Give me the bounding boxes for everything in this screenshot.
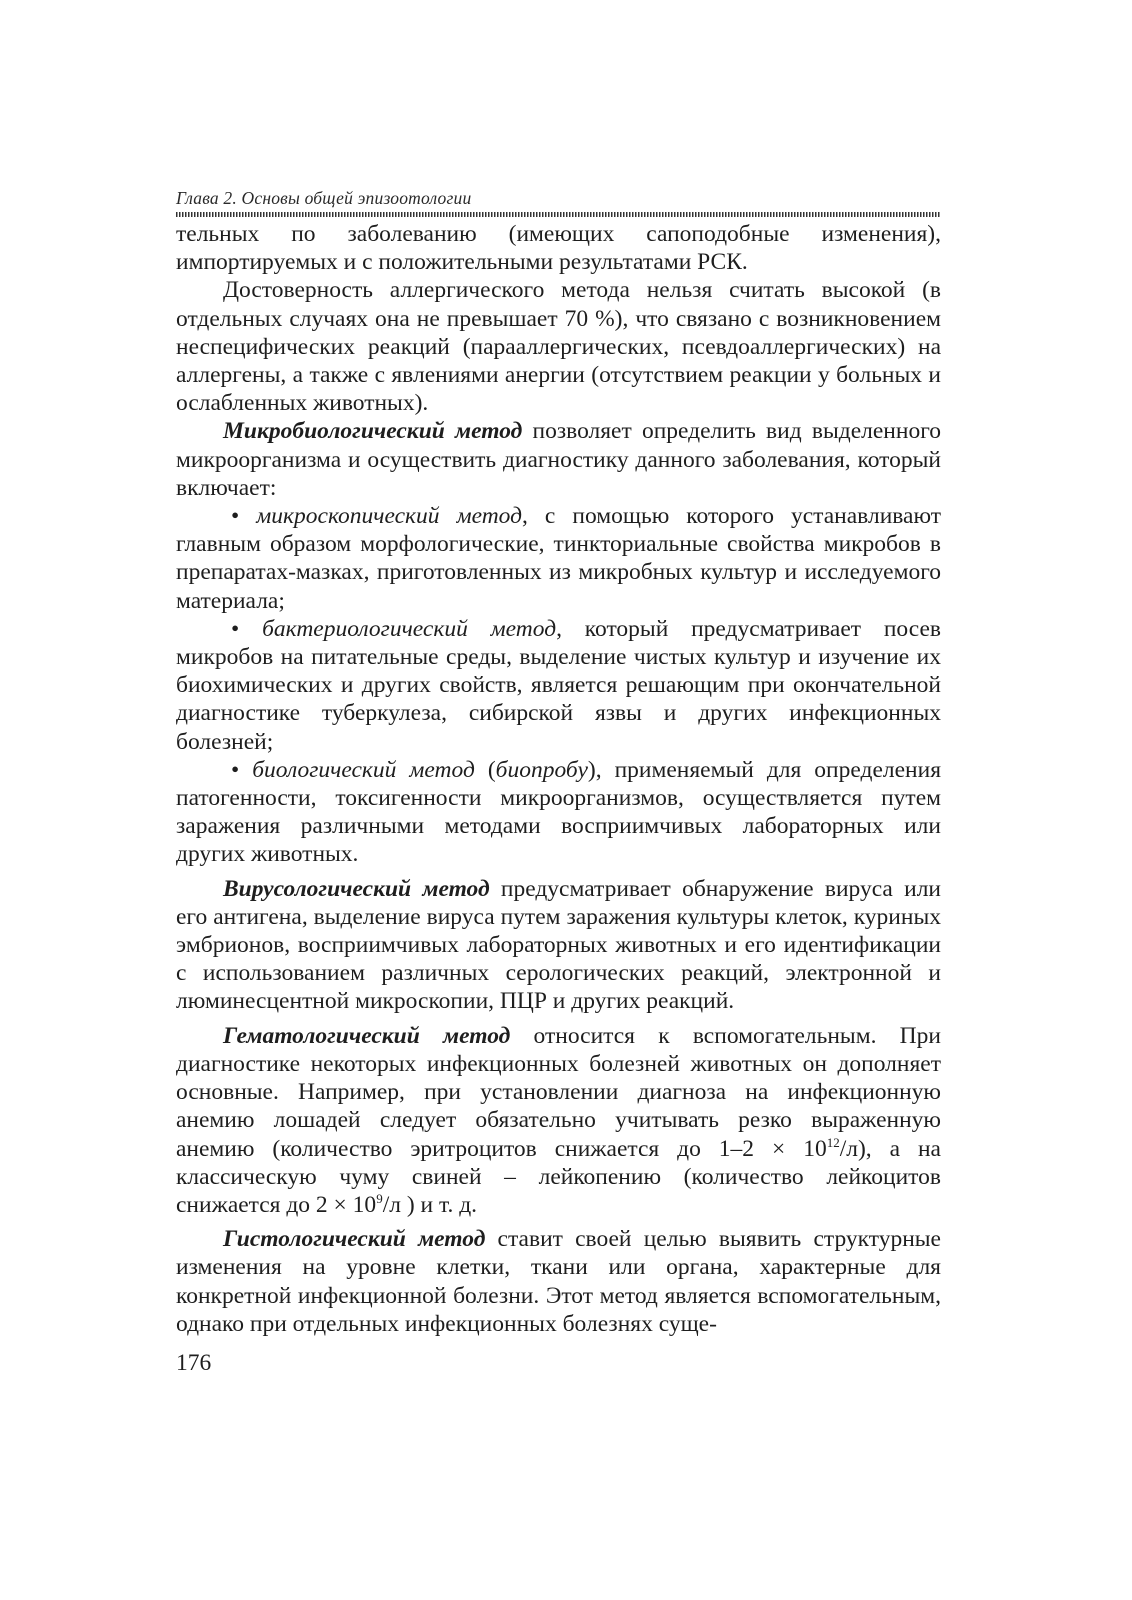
paragraph-virological-method bbox=[176, 875, 941, 1016]
bullet-item-microscopic bbox=[176, 502, 941, 615]
header-rule bbox=[176, 212, 941, 217]
paragraph-allergic-method: Достоверность аллергического метода нельзя считать высокой (в отдельных случаях она не превышает 70 %), что связано с возникновением неспецифических реакций (парааллергических, псевдоаллергических) на аллергены, а также с явлениями анергии (отсутствием реакции у больных и ослабленных животных). bbox=[176, 277, 941, 417]
bullet-text: ), применяемый для определения патогенности, токсигенности микроорганизмов, осуществляется путем заражения различными методами восприимчивых лабораторных или других животных. bbox=[176, 756, 942, 868]
term-hematological-method: Гематологический метод bbox=[223, 1022, 511, 1049]
page-number: 176 bbox=[176, 1350, 212, 1376]
paragraph-text: относится к вспомогательным. При диагностике некоторых инфекционных болезней животных он дополняет основные. Например, при установлении диагноза на инфекционную анемию лошадей следует обязательно учитывать резко выраженную анемию (количество эритроцитов снижается до 1–2 × 10 bbox=[176, 1022, 941, 1162]
exponent: 9 bbox=[376, 1190, 383, 1206]
paragraph-hematological-method bbox=[176, 1022, 941, 1219]
bullet-text: , который предусматривает посев микробов на питательные среды, выделение чистых культур и изучение их биохимических и других свойств, является решающим при окончательной диагностике туберкулеза, сибирской язвы и других инфекционных болезней; bbox=[176, 615, 942, 755]
exponent: 12 bbox=[826, 1134, 840, 1150]
bullet-item-biological bbox=[176, 756, 941, 869]
paragraph-microbiological-method bbox=[176, 417, 941, 502]
bullet-marker: • bbox=[231, 756, 240, 783]
paragraph-histological-method bbox=[176, 1225, 941, 1338]
term-virological-method: Вирусологический метод bbox=[223, 875, 490, 902]
paragraph-text: /л), а на классическую чуму свиней – лейкопению (количество лейкоцитов снижается до 2 × 10 bbox=[176, 1135, 941, 1218]
term-biological-method: биологический метод bbox=[252, 756, 475, 783]
page-content bbox=[176, 187, 941, 1338]
bullet-item-bacteriological bbox=[176, 615, 941, 756]
bullet-marker: • bbox=[231, 615, 240, 642]
term-bacteriological-method: бактериологический метод bbox=[262, 615, 557, 642]
term-microscopic-method: микроскопический метод bbox=[256, 503, 523, 530]
paragraph-continuation: тельных по заболеванию (имеющих сапоподобные изменения), импортируемых и с положительными результатами РСК. bbox=[176, 221, 941, 276]
paragraph-text: /л ) и т. д. bbox=[382, 1191, 478, 1218]
running-title: Глава 2. Основы общей эпизоотологии bbox=[176, 188, 472, 208]
paragraph-text: предусматривает обнаружение вируса или его антигена, выделение вируса путем заражения культуры клеток, куриных эмбрионов, восприимчивых лабораторных животных и его идентификации с использованием различных серологических реакций, электронной и люминесцентной микроскопии, ПЦР и других реакций. bbox=[176, 875, 941, 1015]
paragraph-text: позволяет определить вид выделенного микроорганизма и осуществить диагностику данного заболевания, который включает: bbox=[176, 418, 941, 501]
body-text bbox=[176, 220, 941, 1338]
term-bioassay: биопробу bbox=[495, 756, 588, 783]
bullet-text: ( bbox=[474, 756, 496, 783]
term-histological-method: Гистологический метод bbox=[223, 1226, 486, 1253]
term-microbiological-method: Микробиологический метод bbox=[223, 418, 523, 445]
paragraph-text: ставит своей целью выявить структурные изменения на уровне клетки, ткани или органа, характерные для конкретной инфекционной болезни. Этот метод является вспомогательным, однако при отдельных инфекционных болезнях суще- bbox=[176, 1226, 941, 1337]
bullet-text: , с помощью которого устанавливают главным образом морфологические, тинкториальные свойства микробов в препаратах-мазках, приготовленных из микробных культур и исследуемого материала; bbox=[176, 503, 941, 614]
bullet-marker: • bbox=[231, 503, 240, 530]
